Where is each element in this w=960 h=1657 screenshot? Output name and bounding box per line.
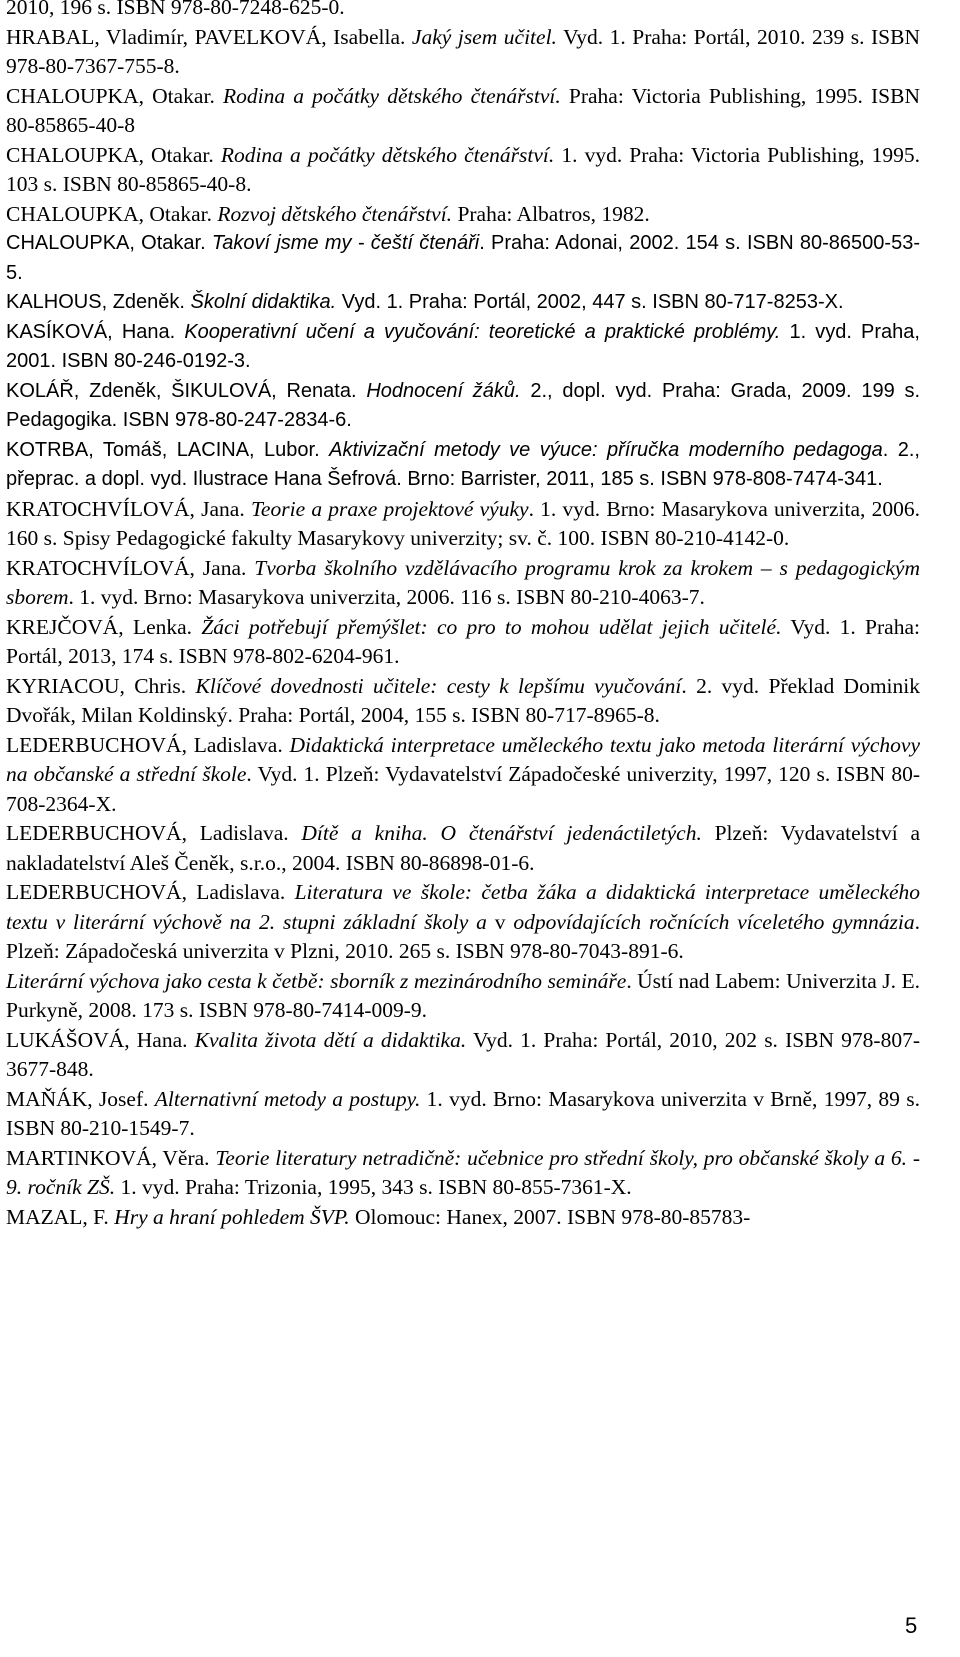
- entry-title: Didaktická interpretace uměleckého textu jako metoda literární výchovy na občanské a střední škole: [6, 732, 921, 786]
- entry-text: KASÍKOVÁ, Hana.: [6, 320, 185, 343]
- entry-title: Dítě a kniha. O čtenářství jedenáctiletých.: [301, 821, 702, 845]
- entry-title: Kvalita života dětí a didaktika.: [194, 1027, 467, 1052]
- entry-text: KALHOUS, Zdeněk.: [6, 291, 191, 313]
- entry-text: 2010, 196 s. ISBN 978-80-7248-625-0.: [6, 0, 345, 19]
- entry-text: v: [486, 909, 514, 934]
- bibliography-entry: [6, 495, 920, 554]
- page-number: 5: [905, 1613, 918, 1638]
- entry-text: . Praha: Adonai, 2002. 154 s. ISBN 80-86500-53-5.: [6, 232, 920, 284]
- bibliography-entry: [6, 878, 920, 967]
- bibliography-entry: [6, 318, 920, 377]
- entry-title: Kooperativní učení a vyučování: teoretické a praktické problémy.: [184, 320, 781, 343]
- entry-title: Žáci potřebují přemýšlet: co pro to mohou udělat jejich učitelé.: [201, 614, 782, 639]
- entry-text: MARTINKOVÁ, Věra.: [6, 1145, 216, 1170]
- bibliography-entry: [6, 967, 920, 1026]
- entry-text: . Vyd. 1. Plzeň: Vydavatelství Západočeské univerzity, 1997, 120 s. ISBN 80-708-2364-X.: [6, 762, 920, 816]
- bibliography-entry: [6, 1144, 920, 1203]
- entry-title: Rodina a počátky dětského čtenářství.: [220, 142, 555, 167]
- bibliography-entry: [6, 672, 920, 731]
- entry-title: Klíčové dovednosti učitele: cesty k lepšímu vyučování: [195, 673, 682, 698]
- entry-title: Teorie literatury netradičně: učebnice pro střední školy, pro občanské školy a 6. - 9. ročník ZŠ.: [6, 1145, 920, 1199]
- bibliography-entry: [6, 377, 920, 436]
- entry-text: . 1. vyd. Brno: Masarykova univerzita, 2006. 116 s. ISBN 80-210-4063-7.: [68, 585, 705, 609]
- bibliography-entry: [6, 1026, 920, 1085]
- bibliography-entry: [6, 288, 920, 318]
- entry-title: Rodina a počátky dětského čtenářství.: [222, 83, 561, 108]
- entry-text: 1. vyd. Praha, 2001. ISBN 80-246-0192-3.: [6, 320, 920, 372]
- entry-text: 1. vyd. Brno: Masarykova univerzita v Brně, 1997, 89 s. ISBN 80-210-1549-7.: [6, 1086, 920, 1140]
- entry-text: Vyd. 1. Praha: Portál, 2002, 447 s. ISBN 80-717-8253-X.: [336, 291, 844, 313]
- entry-text: . 2., přeprac. a dopl. vyd. Ilustrace Hana Šefrová. Brno: Barrister, 2011, 185 s. ISBN 978-808-7474-341.: [6, 438, 920, 490]
- entry-text: KOTRBA, Tomáš, LACINA, Lubor.: [6, 438, 330, 461]
- bibliography-entry: [6, 819, 920, 878]
- entry-title: Alternativní metody a postupy.: [154, 1086, 421, 1111]
- entry-text: Praha: Victoria Publishing, 1995. ISBN 80-85865-40-8: [6, 83, 920, 137]
- entry-text: KRATOCHVÍLOVÁ, Jana.: [6, 496, 251, 521]
- bibliography-entry: [6, 1085, 920, 1144]
- bibliography-entry: [6, 200, 920, 230]
- entry-text: KRATOCHVÍLOVÁ, Jana.: [6, 555, 255, 580]
- entry-text: CHALOUPKA, Otakar.: [6, 83, 223, 108]
- entry-text: CHALOUPKA, Otakar.: [6, 232, 212, 254]
- entry-title: Hodnocení žáků.: [366, 379, 521, 402]
- entry-title: Takoví jsme my - čeští čtenáři: [211, 232, 480, 254]
- bibliography-entry: [6, 554, 920, 613]
- entry-text: LUKÁŠOVÁ, Hana.: [6, 1027, 195, 1052]
- entry-text: . 2. vyd. Překlad Dominik Dvořák, Milan Koldinský. Praha: Portál, 2004, 155 s. ISBN 80-717-8965-8.: [6, 673, 920, 727]
- entry-text: HRABAL, Vladimír, PAVELKOVÁ, Isabella.: [6, 24, 412, 49]
- entry-title: Aktivizační metody ve výuce: příručka moderního pedagoga: [329, 438, 883, 461]
- entry-text: CHALOUPKA, Otakar.: [6, 142, 221, 167]
- entry-text: KOLÁŘ, Zdeněk, ŠIKULOVÁ, Renata.: [6, 379, 367, 402]
- entry-text: . 1. vyd. Brno: Masarykova univerzita, 2006. 160 s. Spisy Pedagogické fakulty Masarykovy univerzity; sv. č. 100. ISBN 80-210-4142-0.: [6, 496, 920, 550]
- entry-text: CHALOUPKA, Otakar.: [6, 201, 218, 226]
- entry-text: KYRIACOU, Chris.: [6, 673, 196, 698]
- bibliography-entry: [6, 1203, 920, 1233]
- entry-title: Teorie a praxe projektové výuky: [250, 496, 529, 521]
- entry-text: 1. vyd. Praha: Victoria Publishing, 1995. 103 s. ISBN 80-85865-40-8.: [6, 142, 920, 196]
- entry-title: Rozvoj dětského čtenářství.: [217, 201, 453, 226]
- bibliography-entry: [6, 141, 920, 200]
- entry-text: Praha: Albatros, 1982.: [452, 201, 650, 226]
- entry-title: Jaký jsem učitel.: [411, 24, 557, 49]
- entry-text: MAŇÁK, Josef.: [6, 1086, 155, 1111]
- entry-text: 2., dopl. vyd. Praha: Grada, 2009. 199 s. Pedagogika. ISBN 978-80-247-2834-6.: [6, 379, 921, 431]
- bibliography-entry: [6, 0, 920, 23]
- entry-title: Hry a hraní pohledem ŠVP.: [114, 1204, 350, 1229]
- bibliography-entry: [6, 436, 920, 495]
- entry-text: . Plzeň: Západočeská univerzita v Plzni, 2010. 265 s. ISBN 978-80-7043-891-6.: [6, 909, 920, 963]
- entry-text: Plzeň: Vydavatelství a nakladatelství Aleš Čeněk, s.r.o., 2004. ISBN 80-86898-01-6.: [6, 821, 921, 875]
- entry-title: Literární výchova jako cesta k četbě: sborník z mezinárodního semináře: [6, 968, 627, 993]
- entry-title: Literatura ve škole: četba žáka a didaktická interpretace uměleckého textu v literární výchově na 2. stupni základní školy a: [6, 880, 920, 934]
- entry-text: Vyd. 1. Praha: Portál, 2010. 239 s. ISBN 978-80-7367-755-8.: [6, 24, 920, 78]
- bibliography-entry: [6, 82, 920, 141]
- bibliography-entry: [6, 613, 920, 672]
- entry-title: Tvorba školního vzdělávacího programu krok za krokem – s pedagogickým sborem: [6, 555, 920, 609]
- entry-title: Školní didaktika.: [190, 291, 337, 313]
- entry-text: Vyd. 1. Praha: Portál, 2013, 174 s. ISBN 978-802-6204-961.: [6, 614, 920, 668]
- bibliography-entry: [6, 229, 920, 288]
- entry-text: Vyd. 1. Praha: Portál, 2010, 202 s. ISBN 978-807-3677-848.: [6, 1027, 921, 1081]
- entry-text: Olomouc: Hanex, 2007. ISBN 978-80-85783-: [349, 1204, 751, 1229]
- bibliography-list: [6, 0, 920, 1232]
- entry-text: . Ústí nad Labem: Univerzita J. E. Purkyně, 2008. 173 s. ISBN 978-80-7414-009-9.: [6, 968, 920, 1022]
- bibliography-entry: [6, 23, 920, 82]
- entry-text: MAZAL, F.: [6, 1204, 115, 1229]
- bibliography-entry: [6, 731, 920, 820]
- entry-text: 1. vyd. Praha: Trizonia, 1995, 343 s. ISBN 80-855-7361-X.: [115, 1175, 632, 1199]
- entry-text: LEDERBUCHOVÁ, Ladislava.: [6, 732, 290, 757]
- entry-text: LEDERBUCHOVÁ, Ladislava.: [6, 880, 295, 904]
- entry-text: LEDERBUCHOVÁ, Ladislava.: [6, 821, 302, 845]
- entry-title: odpovídajících ročnících víceletého gymnázia: [513, 909, 915, 934]
- entry-text: KREJČOVÁ, Lenka.: [6, 614, 202, 639]
